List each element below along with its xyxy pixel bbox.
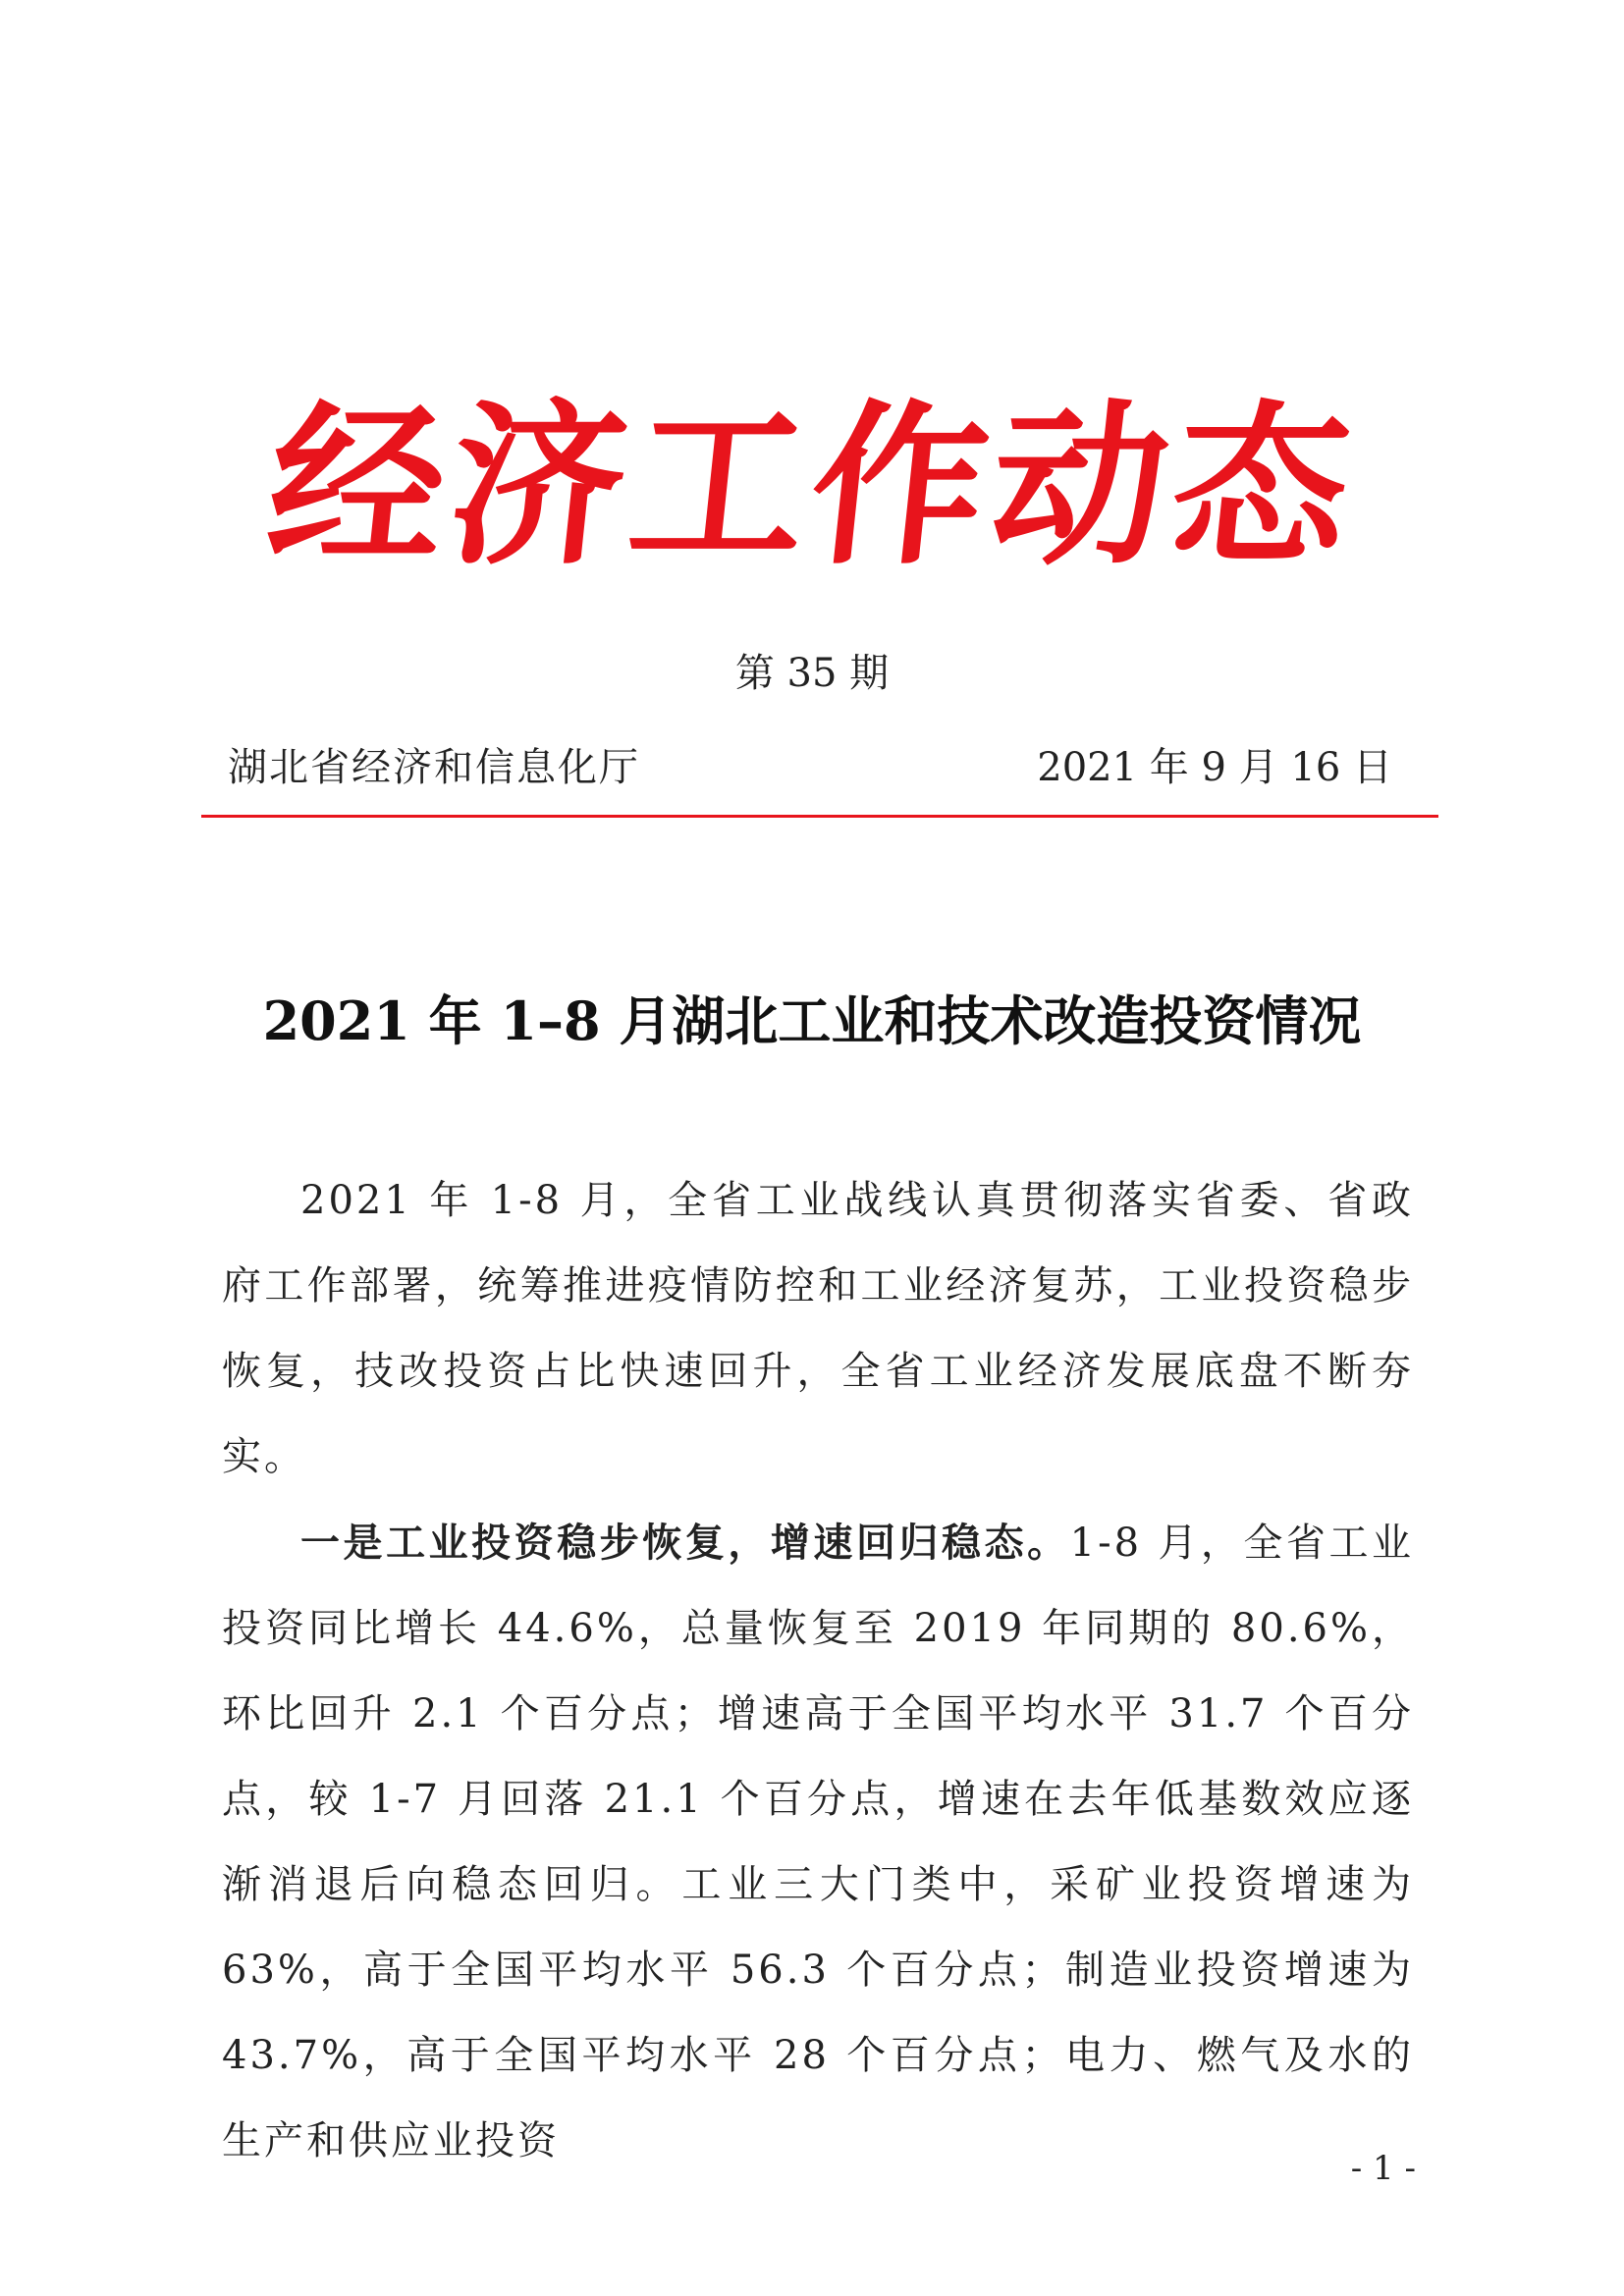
document-body (222, 1158, 1414, 2184)
paragraph-intro: 2021 年 1-8 月，全省工业战线认真贯彻落实省委、省政府工作部署，统筹推进疫情防控和工业经济复苏，工业投资稳步恢复，技改投资占比快速回升，全省工业经济发展底盘不断夯实。 (222, 1178, 1414, 1479)
issue-number: 第 35 期 (734, 651, 890, 696)
issuer-name: 湖北省经济和信息化厅 (228, 745, 640, 790)
red-divider (201, 815, 1438, 818)
masthead-title: 经济工作动态 (259, 383, 1366, 588)
document-title: 2021 年 1–8 月湖北工业和技术改造投资情况 (262, 989, 1362, 1052)
issue-date: 2021 年 9 月 16 日 (1037, 745, 1392, 790)
paragraph-lead: 一是工业投资稳步恢复，增速回归稳态。 (300, 1520, 1070, 1566)
paragraph-text: 1-8 月，全省工业投资同比增长 44.6%，总量恢复至 2019 年同期的 80.6%，环比回升 2.1 个百分点；增速高于全国平均水平 31.7 个百分点，较 1-7 月回落 21.1 个百分点，增速在去年低基数效应逐渐消退后向稳态回归。工业三大门类中，采矿业投资增速为 63%，高于全国平均水平 56.3 个百分点；制造业投资增速为 43.7%，高于全国平均水平 28 个百分点；电力、燃气及水的生产和供应业投资 (222, 1521, 1414, 2163)
paragraph-industrial-investment (222, 1500, 1414, 2184)
page-number: - 1 - (1350, 2149, 1416, 2188)
